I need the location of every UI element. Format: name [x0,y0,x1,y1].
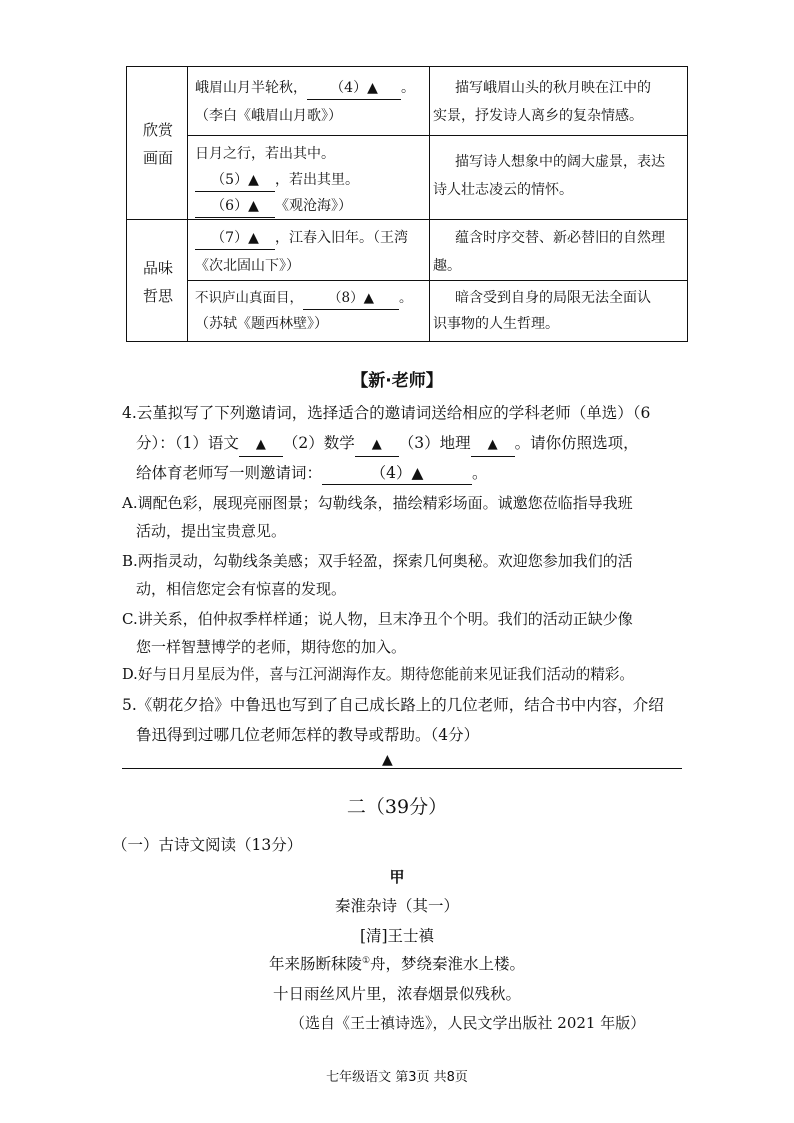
page-footer: 七年级语文 第3页 共8页 [326,1070,468,1085]
table-divider [187,135,687,136]
option-d: D.好与日月星辰为伴，喜与江河湖海作友。期待您能前来见证我们活动的精彩。 [122,666,635,683]
table-divider [187,67,188,341]
poem-title: 秦淮杂诗（其一） [334,897,459,915]
answer-blank[interactable]: ▲ [355,434,399,457]
group-label: 哲思 [143,287,174,305]
poem-label: 甲 [389,868,405,886]
poem-text: 舟，梦绕秦淮水上楼。 [370,955,526,973]
poem-source: 《观沧海》） [275,198,352,214]
poem-text: ，江春入旧年。（王湾 [275,230,408,246]
poem-text: 年来肠断秣陵 [268,955,362,973]
poem-text: 日月之行，若出其中。 [195,146,335,162]
option-b: 动，相信您定会有惊喜的发现。 [136,580,347,598]
group-label: 画面 [143,149,174,167]
poem-text: 不识庐山真面目， [195,290,303,306]
table-cell-poem [195,195,352,218]
question-5-line: 5.《朝花夕拾》中鲁迅也写到了自己成长路上的几位老师，结合书中内容，介绍 [122,696,664,714]
question-text: （2）数学 [282,434,355,452]
table-cell-poem [195,77,415,100]
poem-text: 。 [401,80,415,96]
table-divider [127,219,687,220]
option-c: 您一样智慧博学的老师，期待您的加入。 [136,638,407,656]
poem-source: （李白《峨眉山月歌》） [195,108,342,124]
answer-blank[interactable]: （6）▲ [195,195,275,218]
option-c: C.讲关系，伯仲叔季样样通；说人物，旦末净丑个个明。我们的活动正缺少像 [122,610,633,628]
answer-blank[interactable]: （4）▲ [307,77,401,100]
table-cell-poem [195,169,359,192]
table-cell-desc: 趣。 [433,258,461,274]
part-title: 二（39分） [346,796,448,818]
table-divider [429,67,430,341]
group-label: 品味 [143,259,174,277]
subsection-title: （一）古诗文阅读（13分） [112,836,303,854]
poem-text: 峨眉山月半轮秋， [195,80,307,96]
table-cell-desc: 暗含受到自身的局限无法全面认 [455,290,651,306]
question-text: 。请你仿照选项， [514,434,639,452]
answer-line[interactable] [122,768,682,769]
table-cell-desc: 描写峨眉山头的秋月映在江中的 [455,80,651,96]
section-title: 【新·老师】 [351,371,443,391]
answer-blank[interactable]: （7）▲ [195,227,275,250]
answer-blank[interactable]: ▲ [471,434,515,457]
poem-line [0,952,794,974]
poetry-table [126,66,688,342]
poem-text: ，若出其里。 [275,172,359,188]
table-cell-desc: 识事物的人生哲理。 [433,316,559,332]
answer-mark: ▲ [382,752,393,768]
poem-source: 《次北固山下》） [195,258,300,274]
poem-text: 。 [399,290,413,306]
answer-blank[interactable]: （5）▲ [195,169,275,192]
table-cell-desc: 诗人壮志凌云的情怀。 [433,182,573,198]
table-cell-desc: 实景，抒发诗人离乡的复杂情感。 [433,108,643,124]
table-cell-poem [195,287,413,310]
question-text: 给体育老师写一则邀请词： [136,464,323,482]
poem-line: 十日雨丝风片里，浓春烟景似残秋。 [272,985,521,1003]
table-cell-desc: 描写诗人想象中的阔大虚景，表达 [455,154,665,170]
poem-source: （选自《王士禛诗选》，人民文学出版社 2021 年版） [290,1014,646,1032]
option-b: B.两指灵动，勾勒线条美感；双手轻盈，探索几何奥秘。欢迎您参加我们的活 [122,552,633,570]
group-label: 欣赏 [143,121,174,139]
table-cell-desc: 蕴含时序交替、新必替旧的自然理 [455,230,665,246]
answer-blank[interactable]: ▲ [239,434,283,457]
question-4-line [136,432,639,457]
table-divider [187,280,687,281]
question-text: 。 [472,464,488,482]
question-5-line: 鲁迅得到过哪几位老师怎样的教导或帮助。（4分） [136,726,480,744]
answer-blank[interactable]: （8）▲ [303,287,399,310]
question-text: （3）地理 [398,434,471,452]
option-a: A.调配色彩，展现亮丽图景；勾勒线条，描绘精彩场面。诚邀您莅临指导我班 [122,494,633,512]
footnote-marker: ① [361,955,371,966]
poem-author: [清]王士禛 [359,927,435,945]
table-cell-poem [195,227,408,250]
question-text: 分）：（1）语文 [136,434,239,452]
question-4-line [136,462,488,485]
question-4-line: 4.云堇拟写了下列邀请词，选择适合的邀请词送给相应的学科老师（单选）（6 [122,404,651,422]
option-a: 活动，提出宝贵意见。 [136,522,287,540]
answer-blank[interactable]: （4）▲ [322,462,472,485]
poem-source: （苏轼《题西林壁》） [195,316,328,332]
